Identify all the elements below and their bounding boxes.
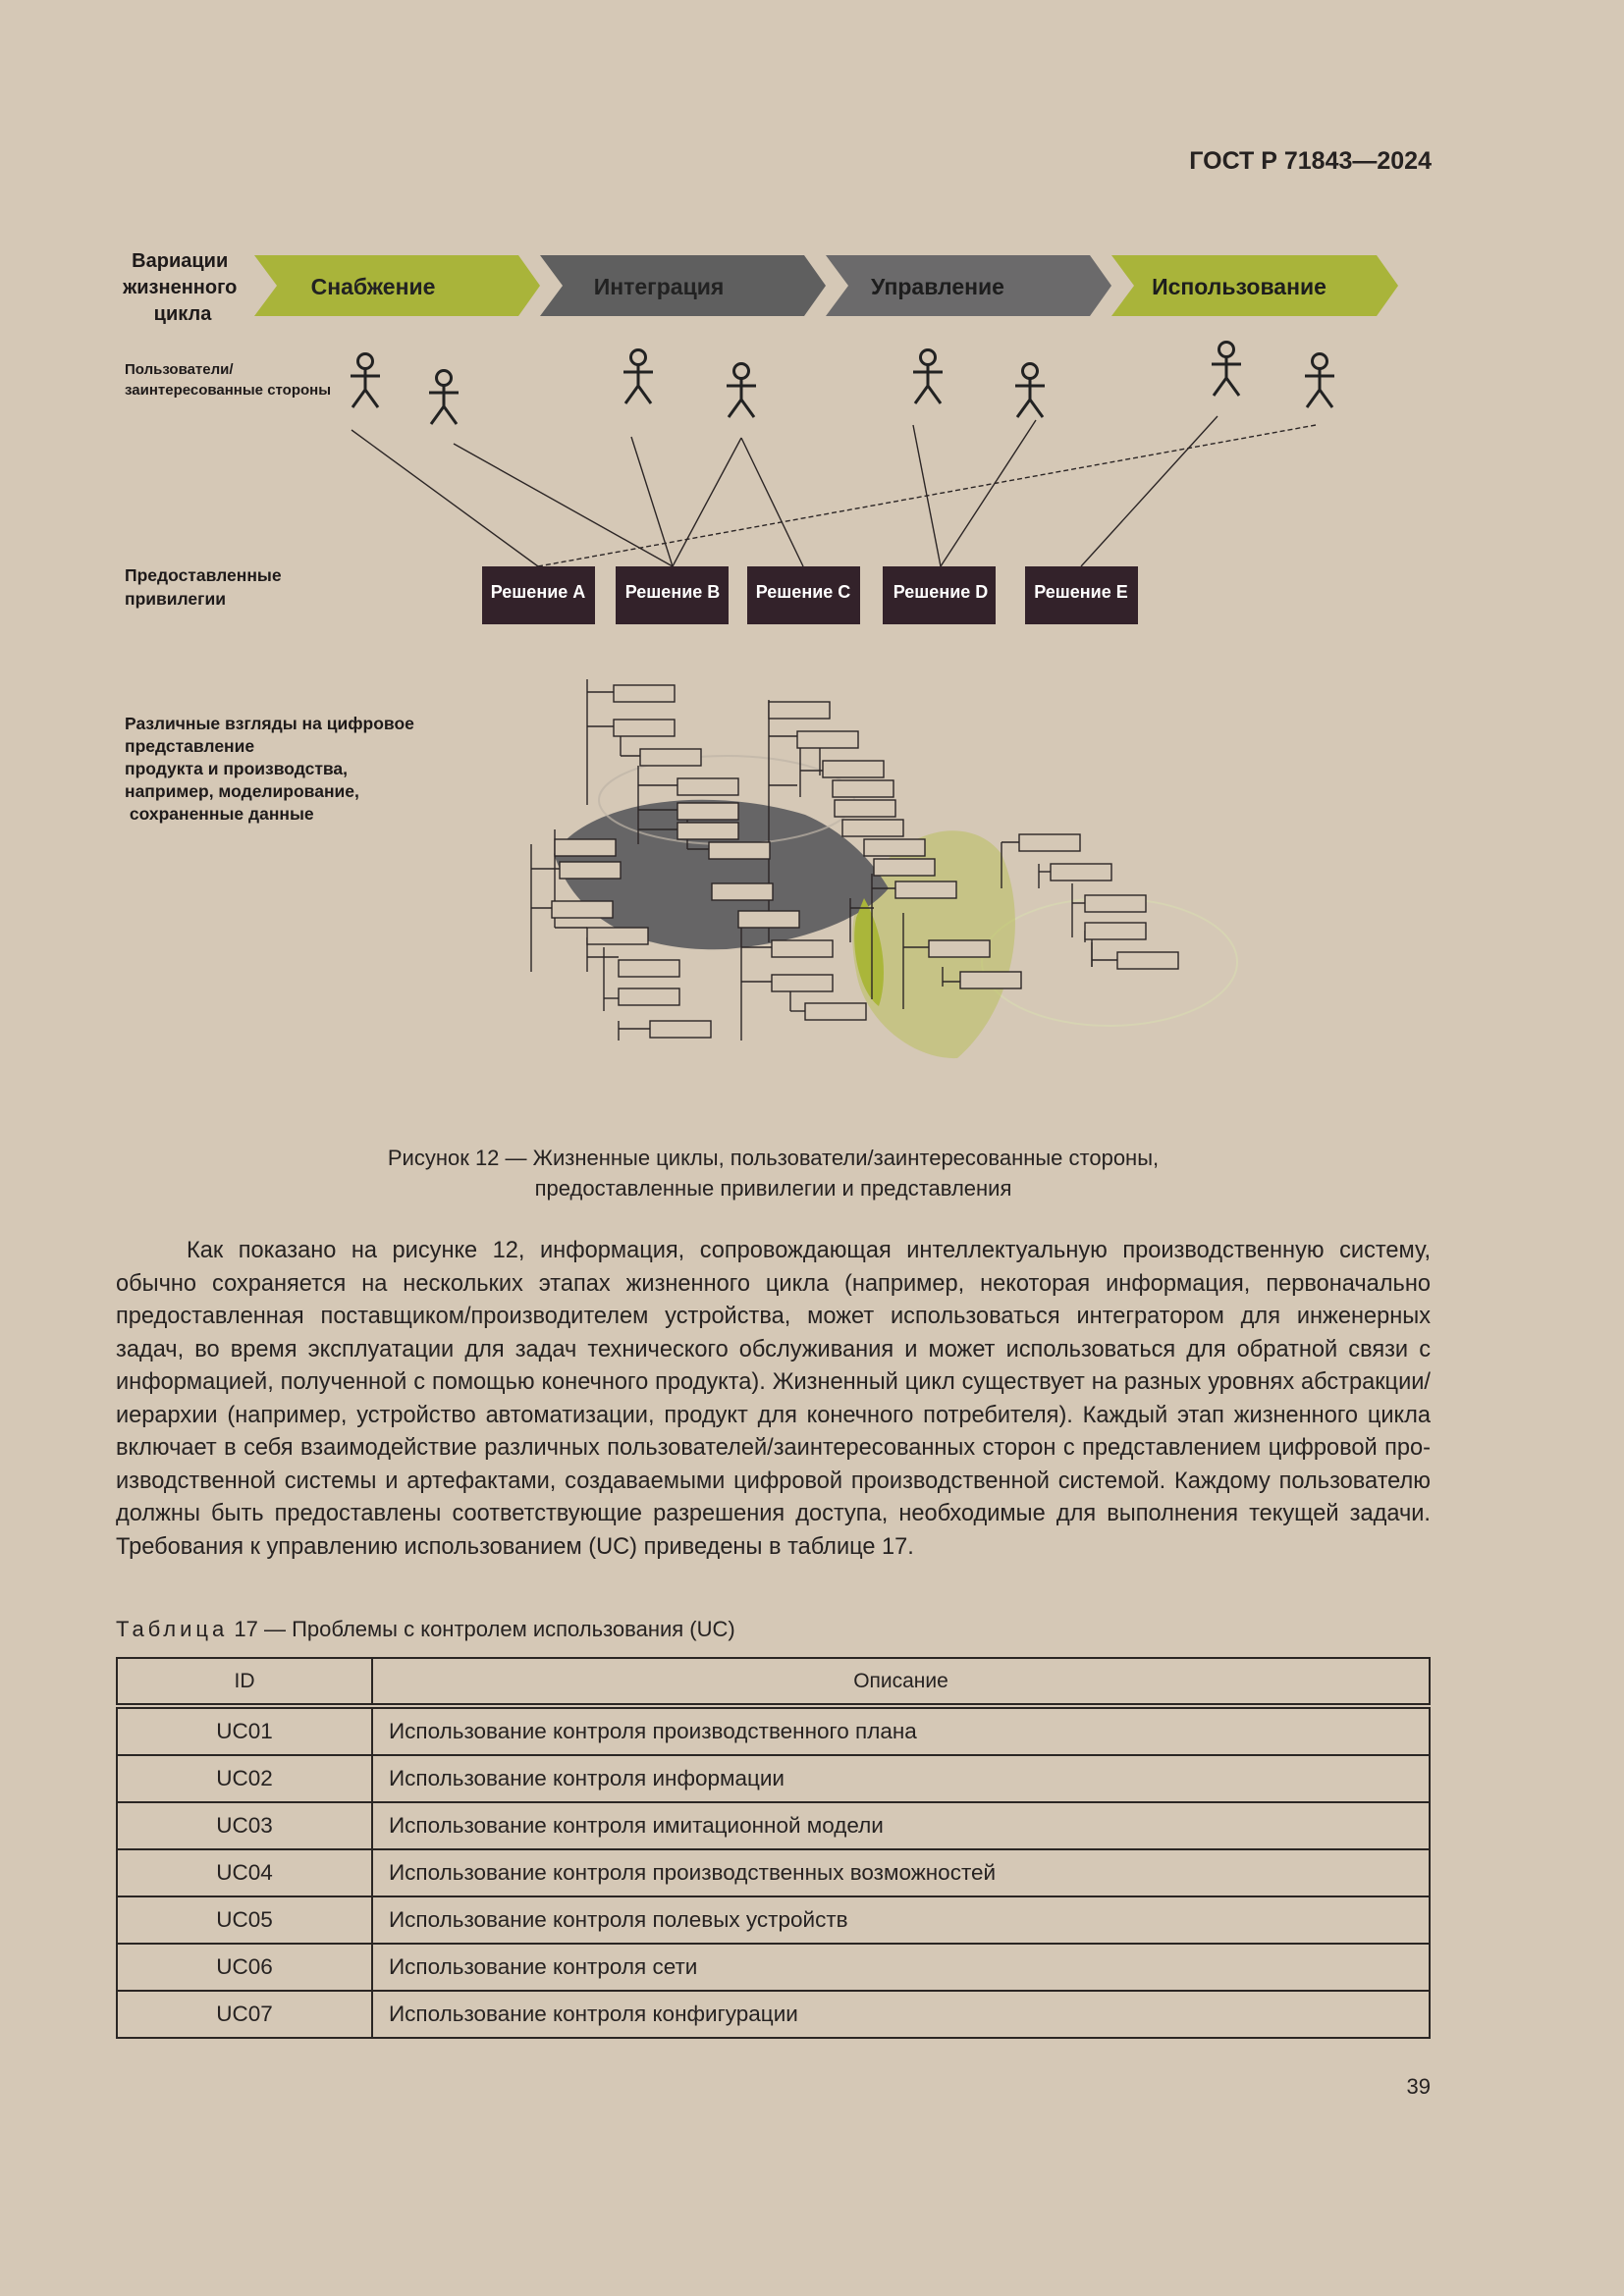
stage-arrow-usage xyxy=(1111,255,1398,316)
user-figure xyxy=(1015,364,1045,418)
solution-a xyxy=(482,566,595,624)
svg-text:Использование: Использование xyxy=(1152,274,1326,299)
stage-arrow-integration xyxy=(540,255,826,316)
table-row xyxy=(117,1991,1430,2038)
cell-id: UC06 xyxy=(117,1944,372,1991)
table-caption-label: Таблица xyxy=(116,1617,229,1641)
page-number: 39 xyxy=(1406,2074,1431,2099)
table-row xyxy=(117,1944,1430,1991)
svg-text:Интеграция: Интеграция xyxy=(593,274,725,299)
cell-description: Использование контроля полевых устройств xyxy=(372,1896,1430,1944)
label-users: Пользователи/ заинтересованные стороны xyxy=(125,361,332,399)
stage-arrow-management xyxy=(826,255,1111,316)
connector-lines xyxy=(352,416,1316,566)
solution-c xyxy=(747,566,860,624)
table-row xyxy=(117,1849,1430,1896)
views-diagram xyxy=(531,679,1237,1058)
svg-text:Решение D: Решение D xyxy=(893,582,989,602)
user-figure xyxy=(623,350,653,404)
user-figure xyxy=(351,354,380,408)
solution-d xyxy=(883,566,996,624)
stage-arrow-supply xyxy=(254,255,540,316)
user-figure xyxy=(1212,343,1241,397)
user-figure xyxy=(727,364,756,418)
cell-description: Использование контроля конфигурации xyxy=(372,1991,1430,2038)
cell-id: UC01 xyxy=(117,1706,372,1755)
cell-description: Использование контроля производственного плана xyxy=(372,1706,1430,1755)
table-row xyxy=(117,1896,1430,1944)
figure-caption xyxy=(196,1143,1350,1203)
uc-table xyxy=(116,1657,1431,2039)
cell-description: Использование контроля имитационной модели xyxy=(372,1802,1430,1849)
table-caption xyxy=(116,1617,735,1642)
svg-text:Решение B: Решение B xyxy=(624,582,721,602)
body-paragraph: Как показано на рисунке 12, информация, сопровождающая интеллектуальную производственную систему, обычно сохраняется на нескольких этапах жизненного цикла (например, некоторая информация, первоначально предоставленная поставщиком/производителем устройства, может использоваться интегратором для инженерных задач, во время эксплуатации для задач технического обслуживания и может использоваться для обратной связи с информацией, полученной с помощью конечного продукта). Жизненный цикл существует на разных уровнях абстракции/иерархии (например, устройство автоматизации, продукт для конечного потребителя). Каждый этап жизненного цикла включает в себя взаимодействие различных пользователей/заинтересованных сторон с представлением цифровой производственной системы и артефактами, создаваемыми цифровой производственной системой. Каждому пользователю должны быть предоставлены соответствующие разрешения доступа, необходимые для выполнения текущей задачи. Требования к управлению использованием (UC) приведены в таблице 17. xyxy=(116,1238,1431,1560)
caption-line-1: Рисунок 12 — Жизненные циклы, пользователи/заинтересованные стороны, xyxy=(387,1146,1160,1170)
svg-text:Снабжение: Снабжение xyxy=(310,274,436,299)
solution-e xyxy=(1025,566,1138,624)
table-row xyxy=(117,1706,1430,1755)
table-header-row xyxy=(117,1658,1430,1706)
cell-id: UC02 xyxy=(117,1755,372,1802)
user-figure xyxy=(1305,354,1334,408)
cell-id: UC04 xyxy=(117,1849,372,1896)
table-row xyxy=(117,1755,1430,1802)
table-caption-text: 17 — Проблемы с контролем использования (UC) xyxy=(228,1617,735,1641)
svg-text:Решение E: Решение E xyxy=(1034,582,1128,602)
svg-text:Решение A: Решение A xyxy=(490,582,586,602)
label-lifecycle: Вариации жизненного цикла xyxy=(123,250,238,325)
svg-text:Решение C: Решение C xyxy=(755,582,851,602)
cell-id: UC05 xyxy=(117,1896,372,1944)
cell-id: UC03 xyxy=(117,1802,372,1849)
header-description: Описание xyxy=(372,1658,1430,1706)
solution-b xyxy=(616,566,729,624)
label-views: Различные взгляды на цифровое представление продукта и производства, например, моделирование, сохраненные данные xyxy=(125,714,414,824)
svg-text:Управление: Управление xyxy=(871,274,1004,299)
cell-description: Использование контроля сети xyxy=(372,1944,1430,1991)
cell-description: Использование контроля производственных возможностей xyxy=(372,1849,1430,1896)
header-id: ID xyxy=(117,1658,372,1706)
user-figure xyxy=(429,371,459,425)
lifecycle-figure xyxy=(0,0,1624,1099)
label-privileges: Предоставленные привилегии xyxy=(125,565,282,609)
cell-id: UC07 xyxy=(117,1991,372,2038)
table-row xyxy=(117,1802,1430,1849)
cell-description: Использование контроля информации xyxy=(372,1755,1430,1802)
user-figure xyxy=(913,350,943,404)
standard-number: ГОСТ Р 71843—2024 xyxy=(1189,147,1432,175)
caption-line-2: предоставленные привилегии и представления xyxy=(534,1176,1012,1201)
